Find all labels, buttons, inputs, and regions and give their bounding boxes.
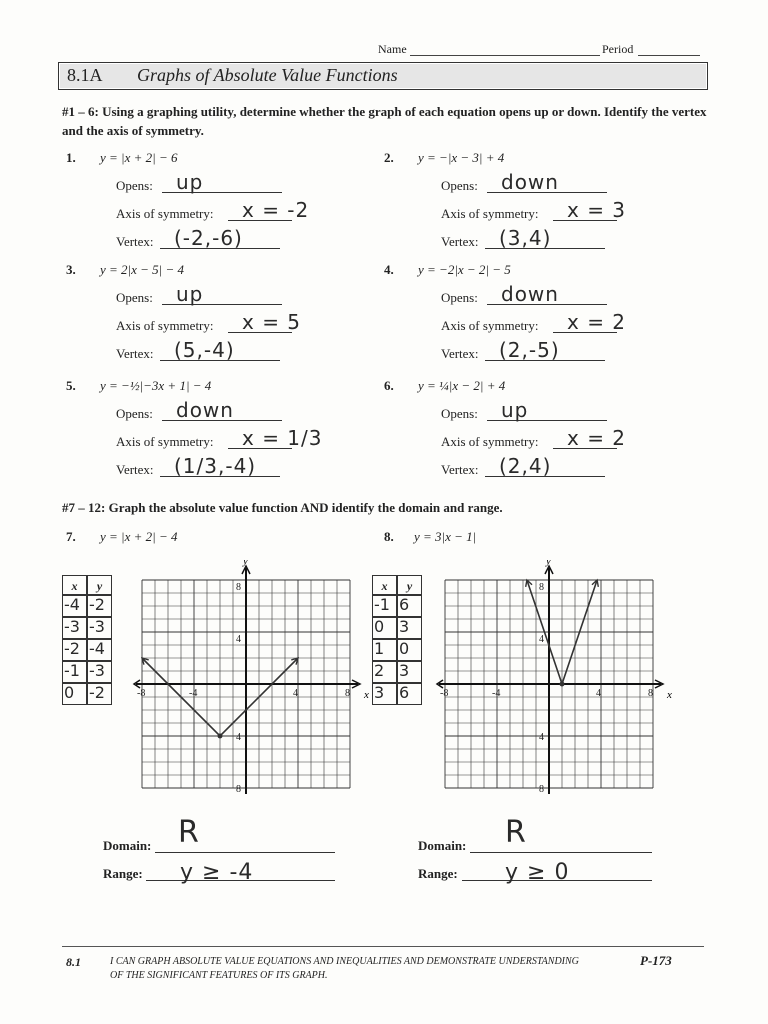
problem-5-vertex-label: Vertex: — [116, 462, 154, 477]
y-axis-label: y — [546, 560, 551, 567]
problem-2-opens-label: Opens: — [441, 178, 478, 193]
table-value: 1 — [374, 639, 385, 658]
problem-6-axis-answer: x = 2 — [567, 426, 627, 450]
data-point — [560, 682, 565, 687]
problem-4-axis-label: Axis of symmetry: — [441, 318, 539, 333]
table-value: 2 — [374, 661, 385, 680]
domain-field-8[interactable] — [470, 852, 652, 853]
table-value: -3 — [89, 661, 105, 680]
problem-5-opens-label: Opens: — [116, 406, 153, 421]
y-tick-label: 8 — [539, 582, 544, 593]
problem-2-number: 2. — [384, 150, 394, 165]
problem-1-opens-answer: up — [176, 170, 204, 194]
problem-3-vertex-label: Vertex: — [116, 346, 154, 361]
problem-5-axis-label: Axis of symmetry: — [116, 434, 214, 449]
problem-3-axis-answer: x = 5 — [242, 310, 302, 334]
problem-5-number: 5. — [66, 378, 76, 393]
problem-8-equation: y = 3|x − 1| — [414, 529, 477, 544]
table-value: -4 — [64, 595, 80, 614]
footer-text-2: OF THE SIGNIFICANT FEATURES OF ITS GRAPH. — [110, 970, 328, 981]
table-value: -2 — [89, 595, 105, 614]
problem-4-opens-label: Opens: — [441, 290, 478, 305]
page-number: P-173 — [640, 953, 672, 968]
problem-1-equation: y = |x + 2| − 6 — [100, 150, 178, 165]
domain-field-7[interactable] — [155, 852, 335, 853]
problem-2-axis-label: Axis of symmetry: — [441, 206, 539, 221]
x-tick-label: -4 — [189, 688, 198, 699]
domain-label-8: Domain: — [418, 838, 467, 853]
data-point — [218, 734, 223, 739]
table-value: 0 — [374, 617, 385, 636]
problem-6-axis-label: Axis of symmetry: — [441, 434, 539, 449]
problem-3-vertex-answer: (5,-4) — [174, 338, 235, 362]
problem-6-opens-label: Opens: — [441, 406, 478, 421]
problem-2-vertex-answer: (3,4) — [499, 226, 552, 250]
problem-4-number: 4. — [384, 262, 394, 277]
domain-label-7: Domain: — [103, 838, 152, 853]
table-value: -3 — [64, 617, 80, 636]
table-value: -3 — [89, 617, 105, 636]
problem-2-vertex-label: Vertex: — [441, 234, 479, 249]
problem-5-equation: y = −½|−3x + 1| − 4 — [100, 378, 212, 393]
problem-4-vertex-label: Vertex: — [441, 346, 479, 361]
range-answer-7: y ≥ -4 — [180, 860, 254, 885]
y-tick-label: 4 — [236, 634, 241, 645]
problem-4-vertex-answer: (2,-5) — [499, 338, 560, 362]
graph-7[interactable] — [120, 560, 370, 820]
period-label: Period — [602, 42, 634, 56]
table-header-x: x — [62, 575, 87, 595]
table-value: -2 — [64, 639, 80, 658]
instructions-1: #1 – 6: Using a graphing utility, determine whether the graph of each equation opens up or down. Identify the vertex and the axis of symmetry. — [62, 104, 707, 138]
x-tick-label: -4 — [492, 688, 501, 699]
problem-4-axis-answer: x = 2 — [567, 310, 627, 334]
graph-8[interactable] — [420, 560, 690, 820]
range-answer-8: y ≥ 0 — [505, 860, 570, 885]
table-value: 3 — [399, 617, 410, 636]
period-field[interactable] — [638, 55, 700, 56]
problem-6-equation: y = ¼|x − 2| + 4 — [418, 378, 506, 393]
problem-5-opens-answer: down — [176, 398, 234, 422]
y-tick-label: 4 — [236, 732, 241, 743]
title-box — [58, 62, 708, 90]
x-tick-label: 8 — [648, 688, 653, 699]
problem-4-opens-answer: down — [501, 282, 559, 306]
section-number: 8.1A — [67, 65, 103, 85]
table-value: -4 — [89, 639, 105, 658]
table-header-y: y — [87, 575, 112, 595]
problem-6-number: 6. — [384, 378, 394, 393]
problem-2-opens-answer: down — [501, 170, 559, 194]
table-value: 0 — [399, 639, 410, 658]
y-tick-label: 8 — [236, 582, 241, 593]
problem-1-axis-label: Axis of symmetry: — [116, 206, 214, 221]
problem-1-number: 1. — [66, 150, 76, 165]
problem-1-axis-answer: x = -2 — [242, 198, 310, 222]
problem-7-equation: y = |x + 2| − 4 — [100, 529, 178, 544]
footer-section: 8.1 — [66, 955, 81, 969]
table-value: 0 — [64, 683, 75, 702]
problem-6-opens-answer: up — [501, 398, 529, 422]
name-label: Name — [378, 42, 407, 56]
domain-answer-8: R — [505, 815, 527, 850]
footer-text-1: I CAN GRAPH ABSOLUTE VALUE EQUATIONS AND INEQUALITIES AND DEMONSTRATE UNDERSTANDING — [110, 956, 579, 967]
footer-rule — [62, 946, 704, 947]
problem-1-vertex-label: Vertex: — [116, 234, 154, 249]
name-field[interactable] — [410, 55, 600, 56]
table-value: -1 — [374, 595, 390, 614]
problem-5-axis-answer: x = 1/3 — [242, 426, 323, 450]
problem-3-axis-label: Axis of symmetry: — [116, 318, 214, 333]
problem-6-vertex-label: Vertex: — [441, 462, 479, 477]
problem-3-number: 3. — [66, 262, 76, 277]
table-value: 3 — [399, 661, 410, 680]
problem-5-vertex-answer: (1/3,-4) — [174, 454, 257, 478]
x-tick-label: 8 — [345, 688, 350, 699]
table-value: 6 — [399, 595, 410, 614]
x-tick-label: 4 — [596, 688, 601, 699]
problem-8-number: 8. — [384, 529, 394, 544]
table-value: -1 — [64, 661, 80, 680]
table-value: -2 — [89, 683, 105, 702]
x-tick-label: -8 — [137, 688, 146, 699]
y-tick-label: 8 — [539, 784, 544, 795]
table-value: 3 — [374, 683, 385, 702]
table-header-y: y — [397, 575, 422, 595]
problem-2-axis-answer: x = 3 — [567, 198, 627, 222]
problem-2-equation: y = −|x − 3| + 4 — [418, 150, 505, 165]
domain-answer-7: R — [178, 815, 200, 850]
x-tick-label: -8 — [440, 688, 449, 699]
x-axis-label: x — [667, 689, 672, 701]
problem-6-vertex-answer: (2,4) — [499, 454, 552, 478]
x-axis-label: x — [364, 689, 369, 701]
problem-4-equation: y = −2|x − 2| − 5 — [418, 262, 511, 277]
page-title: Graphs of Absolute Value Functions — [137, 65, 398, 85]
range-label-7: Range: — [103, 866, 143, 881]
y-tick-label: 4 — [539, 732, 544, 743]
y-axis-label: y — [243, 560, 248, 567]
range-label-8: Range: — [418, 866, 458, 881]
problem-3-opens-answer: up — [176, 282, 204, 306]
table-value: 6 — [399, 683, 410, 702]
problem-1-opens-label: Opens: — [116, 178, 153, 193]
problem-3-opens-label: Opens: — [116, 290, 153, 305]
x-tick-label: 4 — [293, 688, 298, 699]
y-tick-label: 8 — [236, 784, 241, 795]
problem-3-equation: y = 2|x − 5| − 4 — [100, 262, 185, 277]
table-header-x: x — [372, 575, 397, 595]
problem-1-vertex-answer: (-2,-6) — [174, 226, 243, 250]
problem-7-number: 7. — [66, 529, 76, 544]
instructions-2: #7 – 12: Graph the absolute value function AND identify the domain and range. — [62, 500, 503, 515]
y-tick-label: 4 — [539, 634, 544, 645]
